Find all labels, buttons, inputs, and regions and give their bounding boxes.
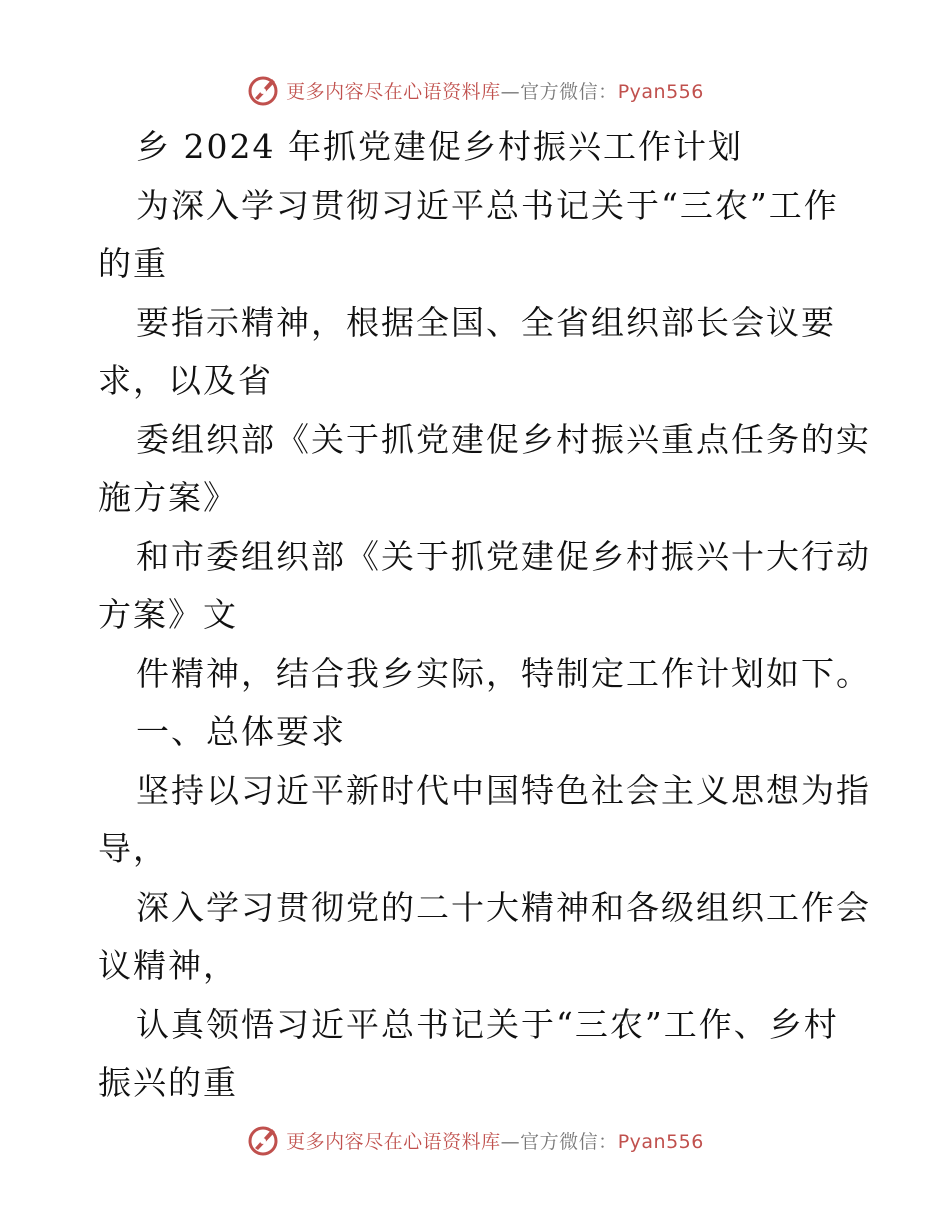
paragraph-line: 件精神，结合我乡实际，特制定工作计划如下。 (136, 653, 871, 693)
paragraph-line: 方案》文 (98, 595, 238, 634)
document-title: 乡 2024 年抓党建促乡村振兴工作计划 (136, 127, 743, 166)
paragraph-line: 委组织部《关于抓党建促乡村振兴重点任务的实 (136, 419, 871, 459)
paragraph-line: 振兴的重 (98, 1063, 238, 1102)
footer-separator: — (500, 1130, 521, 1153)
section-heading: 一、总体要求 (136, 712, 346, 751)
footer-banner-text (286, 1127, 704, 1154)
footer-wechat-id: Pyan556 (617, 1130, 704, 1153)
paragraph-line: 为深入学习贯彻习近平总书记关于“三农”工作 (136, 185, 839, 225)
paragraph-line: 要指示精神，根据全国、全省组织部长会议要 (136, 302, 836, 342)
footer-promo-text: 更多内容尽在心语资料库 (286, 1130, 501, 1153)
paragraph-line: 认真领悟习近平总书记关于“三农”工作、乡村 (136, 1004, 839, 1044)
quill-seal-logo-icon (246, 1123, 280, 1157)
paragraph-line: 导， (98, 829, 168, 868)
paragraph-line: 施方案》 (98, 478, 238, 517)
paragraph-line: 的重 (98, 244, 168, 283)
header-promo-text: 更多内容尽在心语资料库 (286, 80, 501, 103)
paragraph-line: 和市委组织部《关于抓党建促乡村振兴十大行动 (136, 536, 871, 576)
header-banner (0, 70, 950, 110)
document-body (98, 118, 871, 1113)
paragraph-line: 深入学习贯彻党的二十大精神和各级组织工作会 (136, 887, 871, 927)
paragraph-line: 坚持以习近平新时代中国特色社会主义思想为指 (136, 770, 871, 810)
paragraph-line: 议精神， (98, 946, 238, 985)
header-wechat-id: Pyan556 (617, 80, 704, 103)
footer-banner (0, 1120, 950, 1160)
header-wechat-label: 官方微信： (520, 80, 618, 103)
footer-wechat-label: 官方微信： (520, 1130, 618, 1153)
header-separator: — (500, 80, 521, 103)
paragraph-line: 求，以及省 (98, 361, 273, 400)
quill-seal-logo-icon (246, 73, 280, 107)
header-banner-text (286, 77, 704, 104)
